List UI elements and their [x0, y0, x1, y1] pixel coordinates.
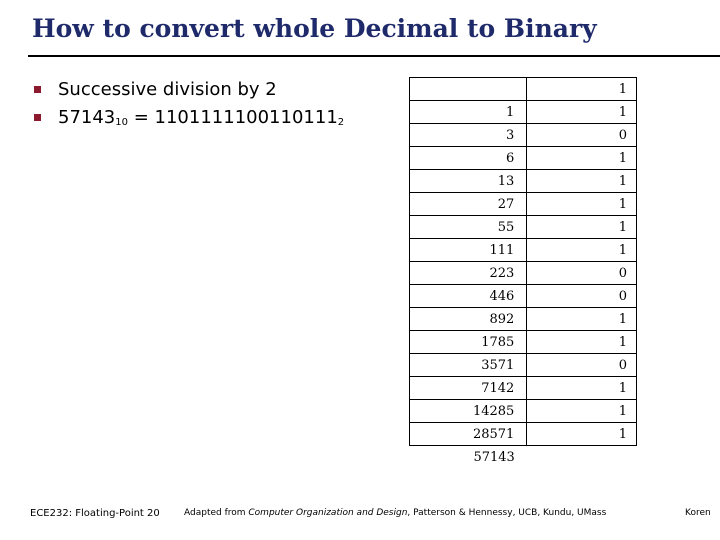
table-row	[410, 285, 637, 308]
quotient-cell: 892	[410, 308, 527, 331]
quotient-cell: 1	[410, 101, 527, 124]
remainder-cell: 0	[527, 285, 637, 308]
remainder-cell: 1	[527, 78, 637, 101]
table-row	[410, 101, 637, 124]
table-row	[410, 170, 637, 193]
footer-slide-info: ECE232: Floating-Point 20	[30, 508, 160, 519]
remainder-cell: 0	[527, 354, 637, 377]
quotient-cell	[410, 78, 527, 101]
conversion-equation	[58, 104, 344, 137]
table-row	[410, 124, 637, 147]
division-table	[409, 77, 637, 468]
quotient-cell: 28571	[410, 423, 527, 446]
quotient-cell: 6	[410, 147, 527, 170]
remainder-cell: 1	[527, 193, 637, 216]
table-row-final	[410, 446, 637, 469]
quotient-cell: 3571	[410, 354, 527, 377]
remainder-cell: 1	[527, 170, 637, 193]
empty-cell	[527, 446, 637, 469]
quotient-cell: 55	[410, 216, 527, 239]
binary-value: 1101111100110111	[154, 107, 338, 128]
remainder-cell: 1	[527, 101, 637, 124]
quotient-cell: 13	[410, 170, 527, 193]
remainder-cell: 1	[527, 331, 637, 354]
square-bullet-icon	[34, 114, 41, 121]
slide-title: How to convert whole Decimal to Binary	[32, 14, 597, 43]
square-bullet-icon	[34, 86, 41, 93]
initial-value-cell: 57143	[473, 449, 515, 465]
title-divider	[28, 55, 720, 57]
decimal-base: 10	[115, 117, 128, 128]
table-row	[410, 400, 637, 423]
binary-base: 2	[337, 117, 345, 128]
quotient-cell: 1785	[410, 331, 527, 354]
table-row	[410, 354, 637, 377]
quotient-cell: 446	[410, 285, 527, 308]
book-title: Computer Organization and Design	[248, 508, 408, 518]
remainder-cell: 0	[527, 124, 637, 147]
remainder-cell: 1	[527, 423, 637, 446]
table-row	[410, 308, 637, 331]
footer-attribution	[184, 508, 606, 518]
bullet-text: Successive division by 2	[58, 79, 277, 100]
remainder-cell: 1	[527, 308, 637, 331]
decimal-value: 57143	[58, 107, 116, 128]
table-row	[410, 262, 637, 285]
quotient-cell: 223	[410, 262, 527, 285]
table-row	[410, 239, 637, 262]
remainder-cell: 1	[527, 377, 637, 400]
remainder-cell: 1	[527, 239, 637, 262]
quotient-cell: 111	[410, 239, 527, 262]
quotient-cell: 3	[410, 124, 527, 147]
table-row	[410, 331, 637, 354]
remainder-cell: 1	[527, 216, 637, 239]
equals-sign: =	[128, 107, 155, 128]
quotient-cell: 7142	[410, 377, 527, 400]
quotient-cell: 27	[410, 193, 527, 216]
quotient-cell: 14285	[410, 400, 527, 423]
remainder-cell: 1	[527, 147, 637, 170]
table-row	[410, 193, 637, 216]
attribution-suffix: , Patterson & Hennessy, UCB, Kundu, UMass	[407, 508, 607, 518]
table-row	[410, 216, 637, 239]
table-row	[410, 423, 637, 446]
table-row	[410, 147, 637, 170]
table-row	[410, 377, 637, 400]
attribution-prefix: Adapted from	[184, 508, 249, 518]
footer-author: Koren	[685, 508, 711, 518]
table-row	[410, 78, 637, 101]
remainder-cell: 1	[527, 400, 637, 423]
remainder-cell: 0	[527, 262, 637, 285]
